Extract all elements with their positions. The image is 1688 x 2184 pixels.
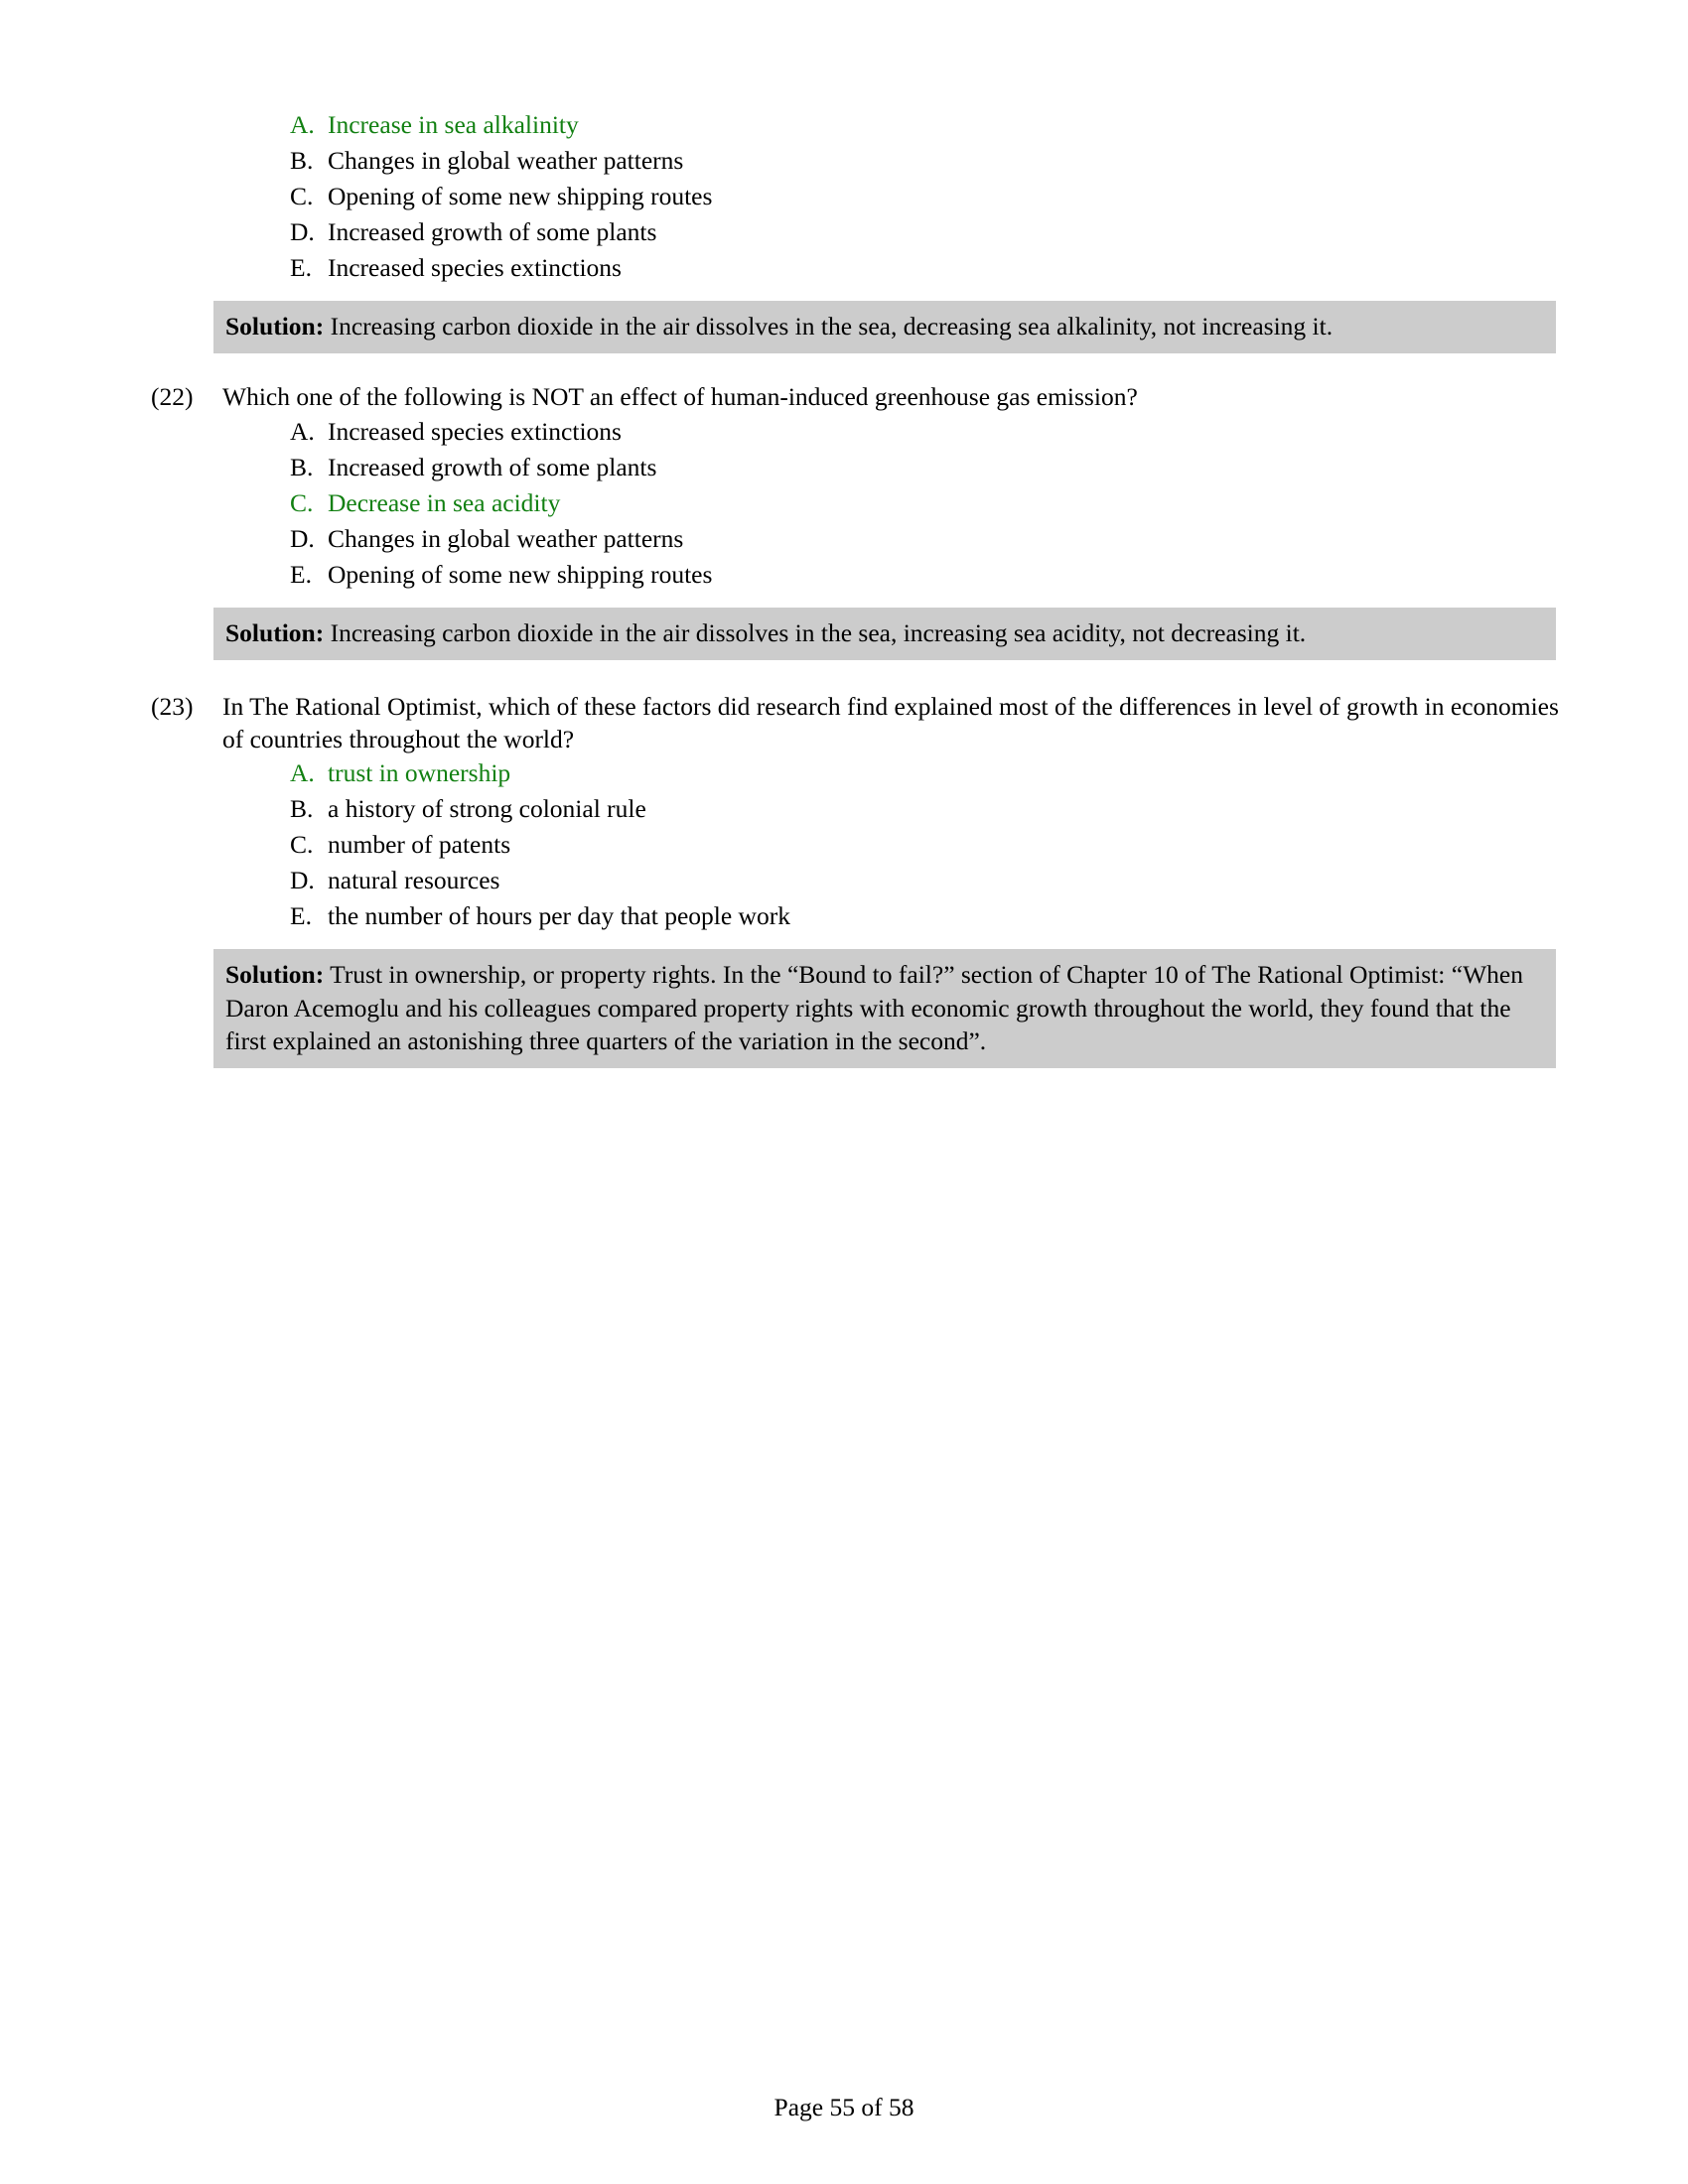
option-text: a history of strong colonial rule xyxy=(328,794,646,824)
spacer xyxy=(151,366,1561,380)
option-letter: D. xyxy=(290,523,315,553)
option-text: Increased growth of some plants xyxy=(328,217,657,247)
option-list-continued xyxy=(151,107,1561,286)
option-item[interactable] xyxy=(290,107,1561,143)
option-letter: B. xyxy=(290,794,314,824)
option-text: Increase in sea alkalinity xyxy=(328,110,579,139)
option-letter: D. xyxy=(290,217,315,247)
spacer xyxy=(151,673,1561,690)
option-text: Changes in global weather patterns xyxy=(328,523,684,553)
option-text: Opening of some new shipping routes xyxy=(328,559,713,589)
option-list-22 xyxy=(151,414,1561,593)
solution-box xyxy=(213,301,1556,353)
solution-text: Increasing carbon dioxide in the air dissolves in the sea, increasing sea acidity, not decreasing it. xyxy=(330,617,1307,647)
option-text: natural resources xyxy=(328,866,500,895)
option-letter: E. xyxy=(290,901,312,931)
option-letter: C. xyxy=(290,830,314,860)
option-item[interactable] xyxy=(290,485,1561,521)
option-letter: D. xyxy=(290,866,315,895)
solution-label: Solution: xyxy=(225,312,325,341)
question-number: (23) xyxy=(151,691,194,721)
question-text: Which one of the following is NOT an effect of human-induced greenhouse gas emission? xyxy=(222,382,1138,412)
question-text: In The Rational Optimist, which of these factors did research find explained most of the differences in level of growth in economies of countries throughout the world? xyxy=(222,691,1559,754)
solution-label: Solution: xyxy=(225,617,325,647)
option-list-23 xyxy=(151,755,1561,934)
option-letter: A. xyxy=(290,110,315,139)
option-letter: A. xyxy=(290,416,315,446)
option-text: Increased species extinctions xyxy=(328,253,622,283)
option-text: trust in ownership xyxy=(328,758,511,788)
option-letter: B. xyxy=(290,452,314,481)
page-footer xyxy=(0,2093,1688,2122)
option-letter: C. xyxy=(290,182,314,211)
option-item[interactable] xyxy=(290,143,1561,179)
option-letter: B. xyxy=(290,146,314,176)
option-item[interactable] xyxy=(290,450,1561,485)
page-number-label: Page 55 of 58 xyxy=(774,2093,914,2121)
option-text: Increased growth of some plants xyxy=(328,452,657,481)
page-content xyxy=(151,107,1561,1081)
question-number: (22) xyxy=(151,382,194,412)
solution-box xyxy=(213,949,1556,1067)
option-item[interactable] xyxy=(290,179,1561,214)
option-letter: A. xyxy=(290,758,315,788)
option-item[interactable] xyxy=(290,214,1561,250)
option-text: number of patents xyxy=(328,830,511,860)
option-text: the number of hours per day that people work xyxy=(328,901,790,931)
option-text: Changes in global weather patterns xyxy=(328,146,684,176)
option-item[interactable] xyxy=(290,898,1561,934)
option-letter: C. xyxy=(290,487,314,517)
option-letter: E. xyxy=(290,253,312,283)
solution-label: Solution: xyxy=(225,960,325,990)
option-item[interactable] xyxy=(290,557,1561,593)
option-item[interactable] xyxy=(290,521,1561,557)
option-item[interactable] xyxy=(290,863,1561,898)
option-item[interactable] xyxy=(290,414,1561,450)
option-item[interactable] xyxy=(290,827,1561,863)
option-text: Decrease in sea acidity xyxy=(328,487,561,517)
option-text: Opening of some new shipping routes xyxy=(328,182,713,211)
option-item[interactable] xyxy=(290,791,1561,827)
solution-box xyxy=(213,608,1556,660)
option-item[interactable] xyxy=(290,755,1561,791)
solution-text: Trust in ownership, or property rights. In the “Bound to fail?” section of Chapter 10 of The Rational Optimist: “When Daron Acemoglu and his colleagues compared property rights with economic growth throughout the world, they found that the first explained an astonishing three quarters of the variation in the second”. xyxy=(225,960,1523,1055)
option-item[interactable] xyxy=(290,250,1561,286)
question-23 xyxy=(151,690,1561,755)
solution-text: Increasing carbon dioxide in the air dissolves in the sea, decreasing sea alkalinity, not increasing it. xyxy=(330,312,1334,341)
option-text: Increased species extinctions xyxy=(328,416,622,446)
option-letter: E. xyxy=(290,559,312,589)
question-22 xyxy=(151,380,1561,413)
